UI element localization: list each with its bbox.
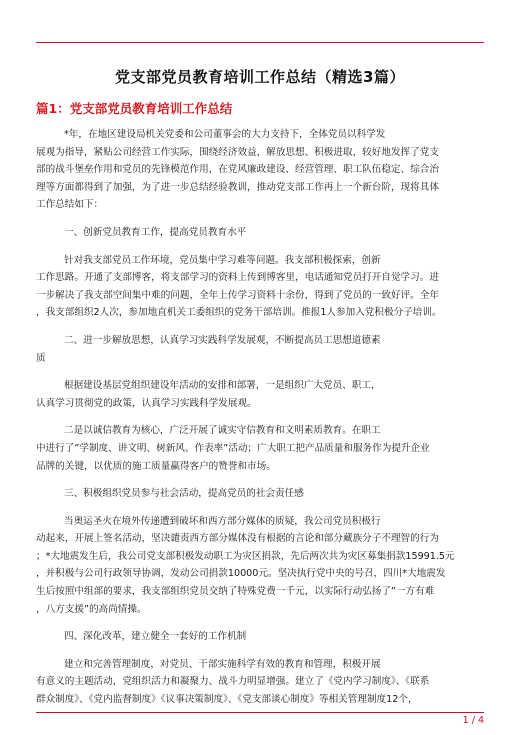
paragraph-line: 二是以诚信教育为核心，广泛开展了诚实守信教育和文明素质教育。在职工: [64, 425, 381, 437]
paragraph-line: 动起来，开展上签名活动，坚决谴责西方部分媒体没有根据的言论和部分藏族分子不理智的行为: [36, 533, 439, 545]
footer-rule: [36, 712, 484, 713]
paragraph-line: 一步解决了我支部空间集中难的问题，全年上传学习资料十余份，得到了党员的一致好评。全年: [36, 289, 439, 301]
paragraph-line: 群众制度》、《党内监督制度》《议事决策制度》、《党支部谈心制度》等相关管理制度12个，: [36, 694, 418, 706]
paragraph-line: ；*大地震发生后，我公司党支部积极发动职工为灾区捐款，先后两次共为灾区募集捐款15991.5元: [36, 550, 455, 562]
paragraph-line: 建立和完善管理制度，对党员、干部实施科学有效的教育和管理，积极开展: [64, 658, 381, 670]
paragraph-line: 生后按照中组部的要求，我支部组织党员交纳了特殊党费一千元，以实际行动弘扬了”一方有难: [36, 586, 435, 598]
document-title: 党支部党员教育培训工作总结（精选3篇）: [115, 68, 405, 86]
subheading: 一、创新党员教育工作，提高党员教育水平: [64, 226, 247, 238]
paragraph-line: 品牌的关键，以优质的施工质量赢得客户的赞誉和市场。: [36, 460, 276, 472]
paragraph-line: 认真学习贯彻党的政策，认真学习实践科学发展观。: [36, 397, 257, 409]
subheading: 四、深化改革，建立健全一套好的工作机制: [64, 631, 247, 643]
section-heading: 篇1：党支部党员教育培训工作总结: [36, 101, 233, 116]
subheading-continued: 质: [36, 352, 46, 364]
page-indicator: 1 / 4: [462, 715, 484, 726]
document-body: [36, 126, 488, 709]
paragraph-line: 有意义的主题活动，党组织活力和凝聚力、战斗力明显增强。建立了《党内学习制度》、《联系: [36, 676, 430, 688]
subheading: 二、进一步解放思想，认真学习实践科学发展观，不断提高员工思想道德素: [64, 334, 381, 346]
subheading: 三、积极组织党员参与社会活动，提高党员的社会责任感: [64, 488, 304, 500]
paragraph-line: 当奥运圣火在境外传递遭到破坏和西方部分媒体的质疑，我公司党员积极行: [64, 515, 381, 527]
paragraph-line: 部的战斗堡垒作用和党员的先锋模范作用，在党风廉政建设、经营管理、职工队伍稳定、综合治: [36, 164, 439, 176]
paragraph-line: *年，在地区建设局机关党委和公司董事会的大力支持下，全体党员以科学发: [64, 129, 386, 140]
header-rule: [36, 42, 484, 43]
paragraph-line: ，八方支援”的高尚情操。: [36, 603, 147, 615]
paragraph-line: 针对我支部党员工作环境，党员集中学习难等问题。我支部积极探索，创新: [64, 254, 381, 266]
paragraph-line: 展观为指导，紧贴公司经营工作实际，围绕经济效益，解放思想、积极进取，较好地发挥了党支: [36, 146, 439, 158]
paragraph-line: ，并积极与公司行政领导协调，发动公司捐款10000元。坚决执行党中央的号召，四川*大地震发: [36, 568, 446, 580]
paragraph-line: 根据建设基层党组织建设年活动的安排和部署，一是组织广大党员、职工，: [64, 380, 381, 392]
paragraph-line: 工作总结如下：: [36, 199, 104, 211]
paragraph-line: 工作思路。开通了支部博客，将支部学习的资料上传到博客里，电话通知党员打开自觉学习。进: [36, 272, 439, 284]
paragraph-line: ，我支部组织2人次，参加地直机关工委组织的党务干部培训。推报1人参加入党积极分子培训。: [36, 307, 442, 319]
paragraph-line: 中进行了”学制度、讲文明、树新风、作表率”活动；广大职工把产品质量和服务作为提升企业: [36, 442, 430, 454]
paragraph-line: 理等方面都得到了加强，为了进一步总结经验教训，推动党支部工作再上一个新台阶，现将具体: [36, 181, 439, 193]
